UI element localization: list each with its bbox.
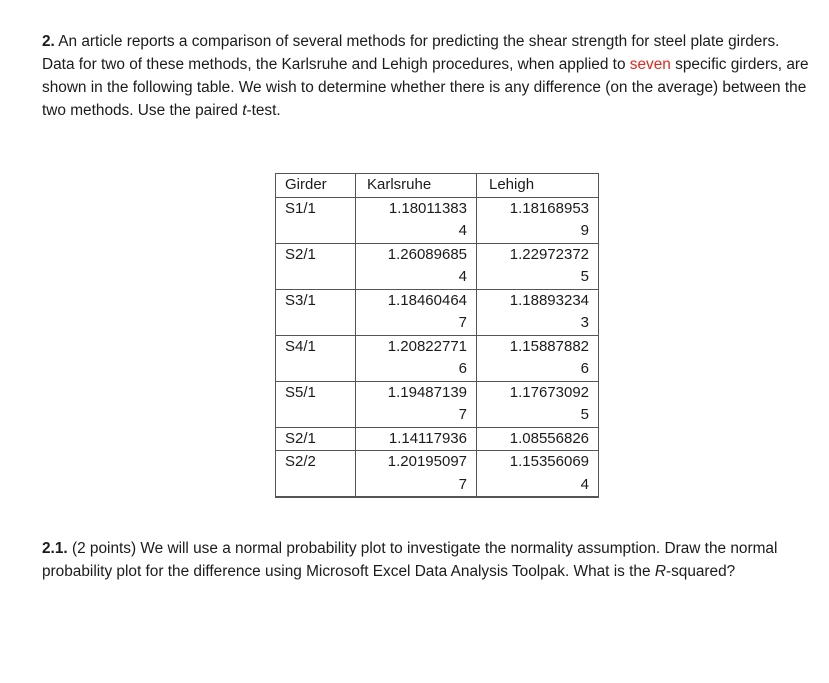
- cell-karlsruhe-line: 6: [458, 360, 467, 377]
- table-row: [276, 381, 599, 427]
- problem-text-continued: specific girders, are shown in the following table. We wish to determine whether there is any difference (on the average) between the two methods. Use the paired: [42, 56, 809, 119]
- header-girder: Girder: [276, 174, 356, 198]
- table-row: [276, 427, 599, 451]
- table-row: [276, 243, 599, 289]
- cell-lehigh: [477, 335, 599, 381]
- cell-karlsruhe: [356, 289, 477, 335]
- cell-karlsruhe: [356, 335, 477, 381]
- cell-karlsruhe-line: 4: [458, 268, 467, 285]
- table-header-row: [276, 174, 599, 198]
- cell-lehigh-line: 1.17673092: [509, 383, 589, 401]
- cell-lehigh-line: 6: [580, 360, 589, 377]
- cell-karlsruhe-line: 1.20822771: [387, 337, 467, 355]
- cell-lehigh-line: 5: [580, 406, 589, 423]
- subquestion-text-end: -squared?: [665, 563, 736, 580]
- cell-karlsruhe-line: 4: [458, 222, 467, 239]
- cell-lehigh: [477, 243, 599, 289]
- table-row: [276, 451, 599, 498]
- cell-lehigh-line: 1.15887882: [509, 337, 589, 355]
- table-row: [276, 335, 599, 381]
- cell-karlsruhe-line: 7: [458, 475, 467, 493]
- problem-number: 2.: [42, 33, 55, 50]
- cell-lehigh: [477, 289, 599, 335]
- header-karlsruhe: Karlsruhe: [356, 174, 477, 198]
- girder-data-table: [275, 173, 599, 498]
- table-row: [276, 289, 599, 335]
- cell-lehigh-line: 5: [580, 268, 589, 285]
- cell-lehigh-line: 1.22972372: [509, 245, 589, 263]
- subquestion-number: 2.1.: [42, 540, 68, 557]
- cell-girder: S5/1: [276, 381, 356, 427]
- cell-karlsruhe-line: 1.26089685: [387, 245, 467, 263]
- subquestion-text: (2 points) We will use a normal probability plot to investigate the normality assumption. Draw the normal probability plot for the difference using Microsoft Excel Data Analysis Toolpak. What is the: [42, 540, 778, 580]
- cell-lehigh: [477, 451, 599, 498]
- cell-karlsruhe: [356, 427, 477, 451]
- cell-lehigh-line: 4: [580, 475, 589, 493]
- cell-karlsruhe: [356, 451, 477, 498]
- cell-lehigh-line: 1.08556826: [509, 429, 589, 447]
- cell-girder: S2/1: [276, 243, 356, 289]
- cell-lehigh: [477, 381, 599, 427]
- header-lehigh: Lehigh: [477, 174, 599, 198]
- cell-karlsruhe-line: 1.18011383: [388, 199, 467, 217]
- cell-lehigh-line: 9: [580, 222, 589, 239]
- cell-lehigh-line: 3: [580, 314, 589, 331]
- cell-lehigh-line: 1.18893234: [509, 291, 589, 309]
- problem-statement: [42, 30, 814, 122]
- cell-karlsruhe-line: 7: [458, 406, 467, 423]
- highlighted-word: seven: [629, 56, 671, 73]
- cell-lehigh-line: 1.18168953: [509, 199, 589, 217]
- cell-girder: S2/2: [276, 451, 356, 498]
- cell-karlsruhe-line: 1.20195097: [387, 453, 467, 470]
- subquestion: [42, 537, 814, 583]
- problem-text-end: -test.: [246, 102, 281, 119]
- cell-karlsruhe: [356, 243, 477, 289]
- cell-lehigh: [477, 197, 599, 243]
- cell-karlsruhe-line: 1.14117936: [388, 429, 467, 447]
- cell-girder: S2/1: [276, 427, 356, 451]
- cell-lehigh: [477, 427, 599, 451]
- cell-karlsruhe-line: 1.19487139: [387, 383, 467, 401]
- cell-karlsruhe: [356, 381, 477, 427]
- r-symbol: R: [654, 563, 666, 580]
- table-row: [276, 197, 599, 243]
- cell-karlsruhe-line: 7: [458, 314, 467, 331]
- cell-karlsruhe-line: 1.18460464: [387, 291, 467, 309]
- cell-girder: S1/1: [276, 197, 356, 243]
- table-body: [276, 197, 599, 497]
- cell-karlsruhe: [356, 197, 477, 243]
- problem-text: An article reports a comparison of several methods for predicting the shear strength for steel plate girders. Data for two of these methods, the Karlsruhe and Lehigh procedures, when applied to: [42, 33, 780, 73]
- cell-girder: S3/1: [276, 289, 356, 335]
- test-name: t: [242, 102, 247, 119]
- cell-girder: S4/1: [276, 335, 356, 381]
- cell-lehigh-line: 1.15356069: [509, 453, 589, 470]
